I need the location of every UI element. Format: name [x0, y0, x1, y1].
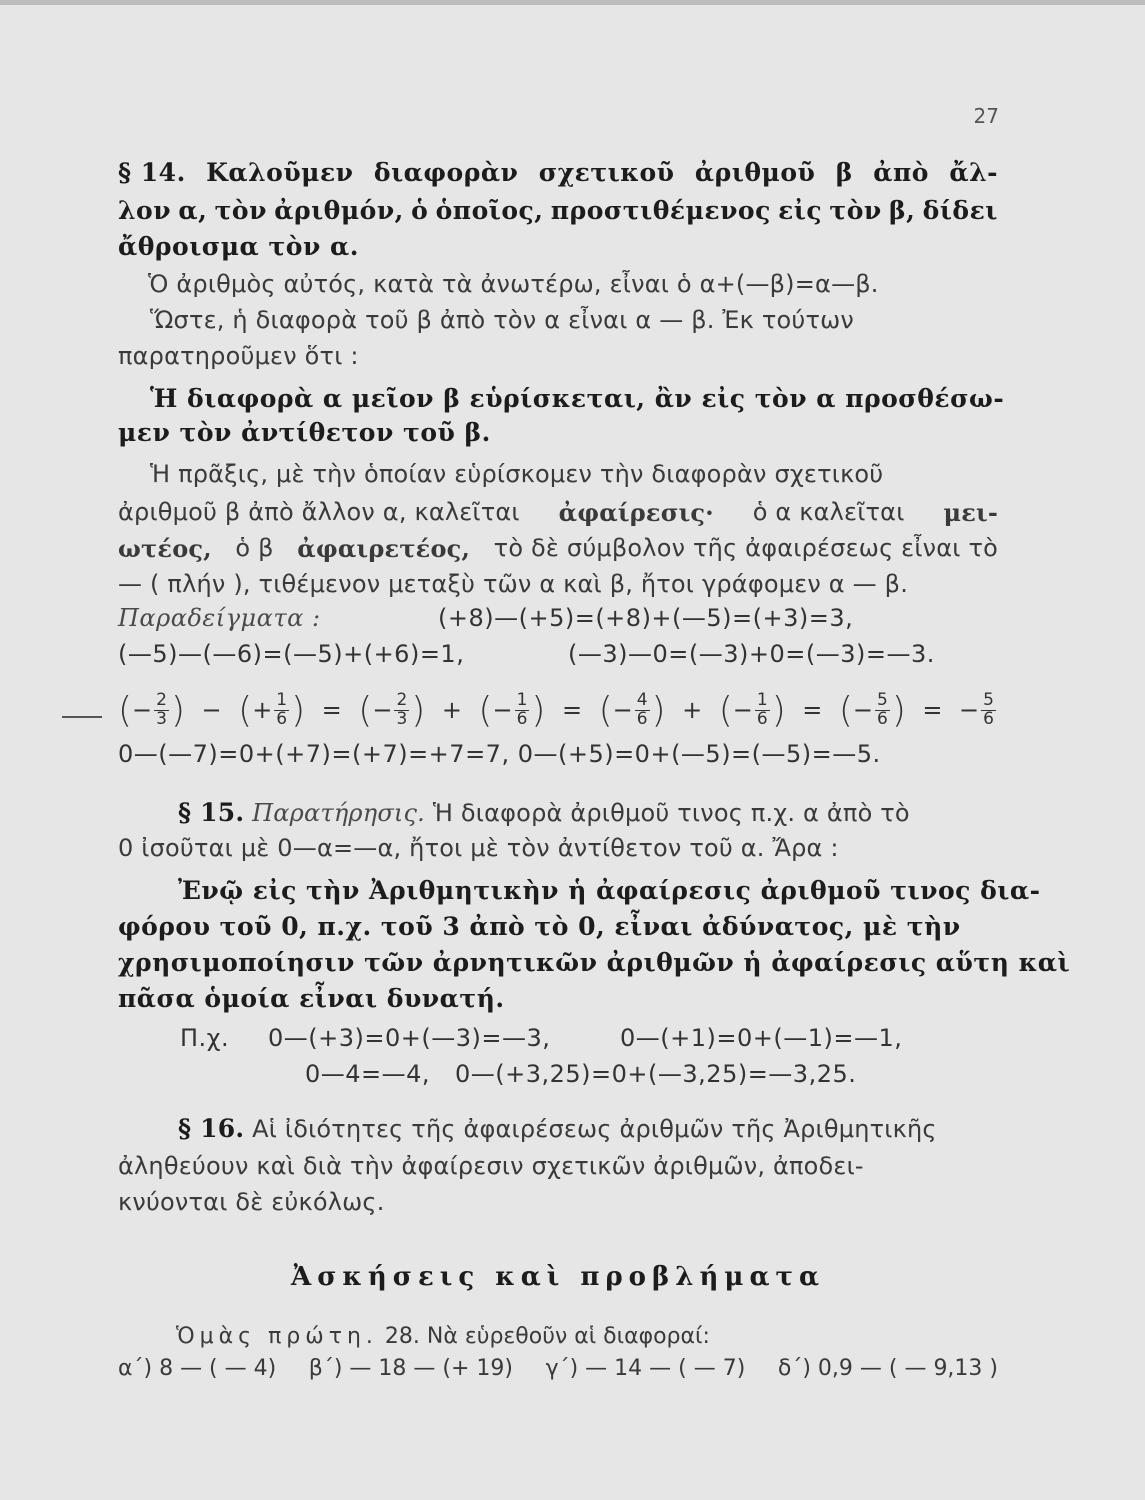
margin-dash [62, 716, 102, 718]
s16-line-3: κνύονται δὲ εὐκόλως. [118, 1188, 385, 1216]
exercise-group-line [176, 1324, 998, 1349]
examples-line-1: Παραδείγματα : (+8)—(+5)=(+8)+(—5)=(+3)=3, [118, 604, 854, 632]
s16-line-1: § 16. Αἱ ἰδιότητες τῆς ἀφαιρέσεως ἀριθμῶν τῆς Ἀριθμητικῆς [178, 1114, 937, 1143]
s14-line-5: Ὥστε, ἡ διαφορὰ τοῦ β ἀπὸ τὸν α εἶναι α — β. Ἐκ τούτων [150, 306, 855, 334]
s15-bold-2: φόρου τοῦ 0, π.χ. τοῦ 3 ἀπὸ τὸ 0, εἶναι ἀδύνατος, μὲ τὴν [118, 912, 961, 941]
s14-line-4: Ὁ ἀριθμὸς αὐτός, κατὰ τὰ ἀνωτέρω, εἶναι ὁ α+(—β)=α—β. [148, 270, 879, 298]
term-afairesis: ἀφαίρεσις· [558, 498, 714, 527]
page-number: 27 [973, 104, 999, 128]
exercise-item-a: α΄) 8 — ( — 4) [118, 1356, 277, 1381]
s14-line-1: § 14. Καλοῦμεν διαφορὰν σχετικοῦ ἀριθμοῦ β ἀπὸ ἄλ- [118, 158, 998, 187]
s15-example-1: Π.χ. 0—(+3)=0+(—3)=—3, 0—(+1)=0+(—1)=—1, [180, 1024, 903, 1052]
s15-bold-1: Ἐνῷ εἰς τὴν Ἀριθμητικὴν ἡ ἀφαίρεσις ἀριθμοῦ τινος δια- [178, 876, 1041, 905]
rule-line-1: Ἡ διαφορὰ α μεῖον β εὑρίσκεται, ἂν εἰς τὸν α προσθέσω- [150, 384, 1005, 413]
s14-line-3: ἄθροισμα τὸν α. [118, 232, 359, 261]
fraction-example-line: ( − $\frac{2}{3}$ ) − ( + $\frac{1}{6}$ ) = ( − $\frac{2}{3}$ ) + ( − $\frac{1}{6}$ ) = ( − $\frac{4}{6}$ ) + ( − $\frac{1}{6}$ ) = ( − $\frac{5}{6}$ ) = − $\frac{5}{6}$ [118, 689, 994, 731]
exercise-items [118, 1356, 998, 1381]
exercises-heading: Ἀσκήσεις καὶ προβλήματα [291, 1262, 825, 1292]
para-line-2: ἀριθμοῦ β ἀπὸ ἄλλον α, καλεῖται ἀφαίρεσις· ὁ α καλεῖται μει- [118, 498, 998, 527]
observation-label: Παρατήρησις. [252, 799, 425, 827]
exercise-item-d: δ΄) 0,9 — ( — 9,13 ) [777, 1356, 998, 1381]
para-line-3: ωτέος, ὁ β ἀφαιρετέος, τὸ δὲ σύμβολον τῆς ἀφαιρέσεως εἶναι τὸ [118, 534, 998, 563]
examples-line-4: 0—(—7)=0+(+7)=(+7)=+7=7, 0—(+5)=0+(—5)=(—5)=—5. [118, 740, 881, 768]
para-line-4: — ( πλήν ), τιθέμενον μεταξὺ τῶν α καὶ β, ἤτοι γράφομεν α — β. [118, 570, 909, 598]
group-label: Ὁμὰς πρώτη. [176, 1324, 378, 1349]
term-meioteos: μει- [943, 498, 998, 527]
para-line-1: Ἡ πρᾶξις, μὲ τὴν ὁποίαν εὑρίσκομεν τὴν διαφορὰν σχετικοῦ [150, 460, 884, 488]
s15-bold-4: πᾶσα ὁμοία εἶναι δυνατή. [118, 984, 505, 1013]
problem-28: 28. Νὰ εὑρεθοῦν αἱ διαφοραί: [384, 1324, 710, 1349]
s14-line-6: παρατηροῦμεν ὅτι : [118, 342, 359, 370]
section-16-number: § 16. [178, 1114, 245, 1143]
term-afairetéos: ἀφαιρετέος, [297, 534, 471, 563]
exercise-item-b: β΄) — 18 — (+ 19) [308, 1356, 513, 1381]
s15-line-2: 0 ἰσοῦται μὲ 0—α=—α, ἤτοι μὲ τὸν ἀντίθετον τοῦ α. Ἄρα : [118, 834, 839, 862]
s14-line-2: λον α, τὸν ἀριθμόν, ὁ ὁποῖος, προστιθέμενος εἰς τὸν β, δίδει [118, 196, 998, 225]
section-15-number: § 15. [178, 798, 245, 827]
examples-line-2: (—5)—(—6)=(—5)+(+6)=1, (—3)—0=(—3)+0=(—3)=—3. [118, 640, 935, 668]
s15-bold-3: χρησιμοποίησιν τῶν ἀρνητικῶν ἀριθμῶν ἡ ἀφαίρεσις αὕτη καὶ [118, 948, 1071, 977]
s15-line-1: § 15. Παρατήρησις. Ἡ διαφορὰ ἀριθμοῦ τινος π.χ. α ἀπὸ τὸ [178, 798, 910, 827]
rule-line-2: μεν τὸν ἀντίθετον τοῦ β. [118, 418, 491, 447]
section-14-number: § 14. [118, 158, 186, 187]
exercise-item-c: γ΄) — 14 — ( — 7) [545, 1356, 746, 1381]
s15-example-2: 0—4=—4, 0—(+3,25)=0+(—3,25)=—3,25. [305, 1060, 857, 1088]
examples-label: Παραδείγματα : [118, 604, 321, 632]
page-top-edge [0, 0, 1145, 5]
s16-line-2: ἀληθεύουν καὶ διὰ τὴν ἀφαίρεσιν σχετικῶν ἀριθμῶν, ἀποδει- [118, 1152, 864, 1180]
